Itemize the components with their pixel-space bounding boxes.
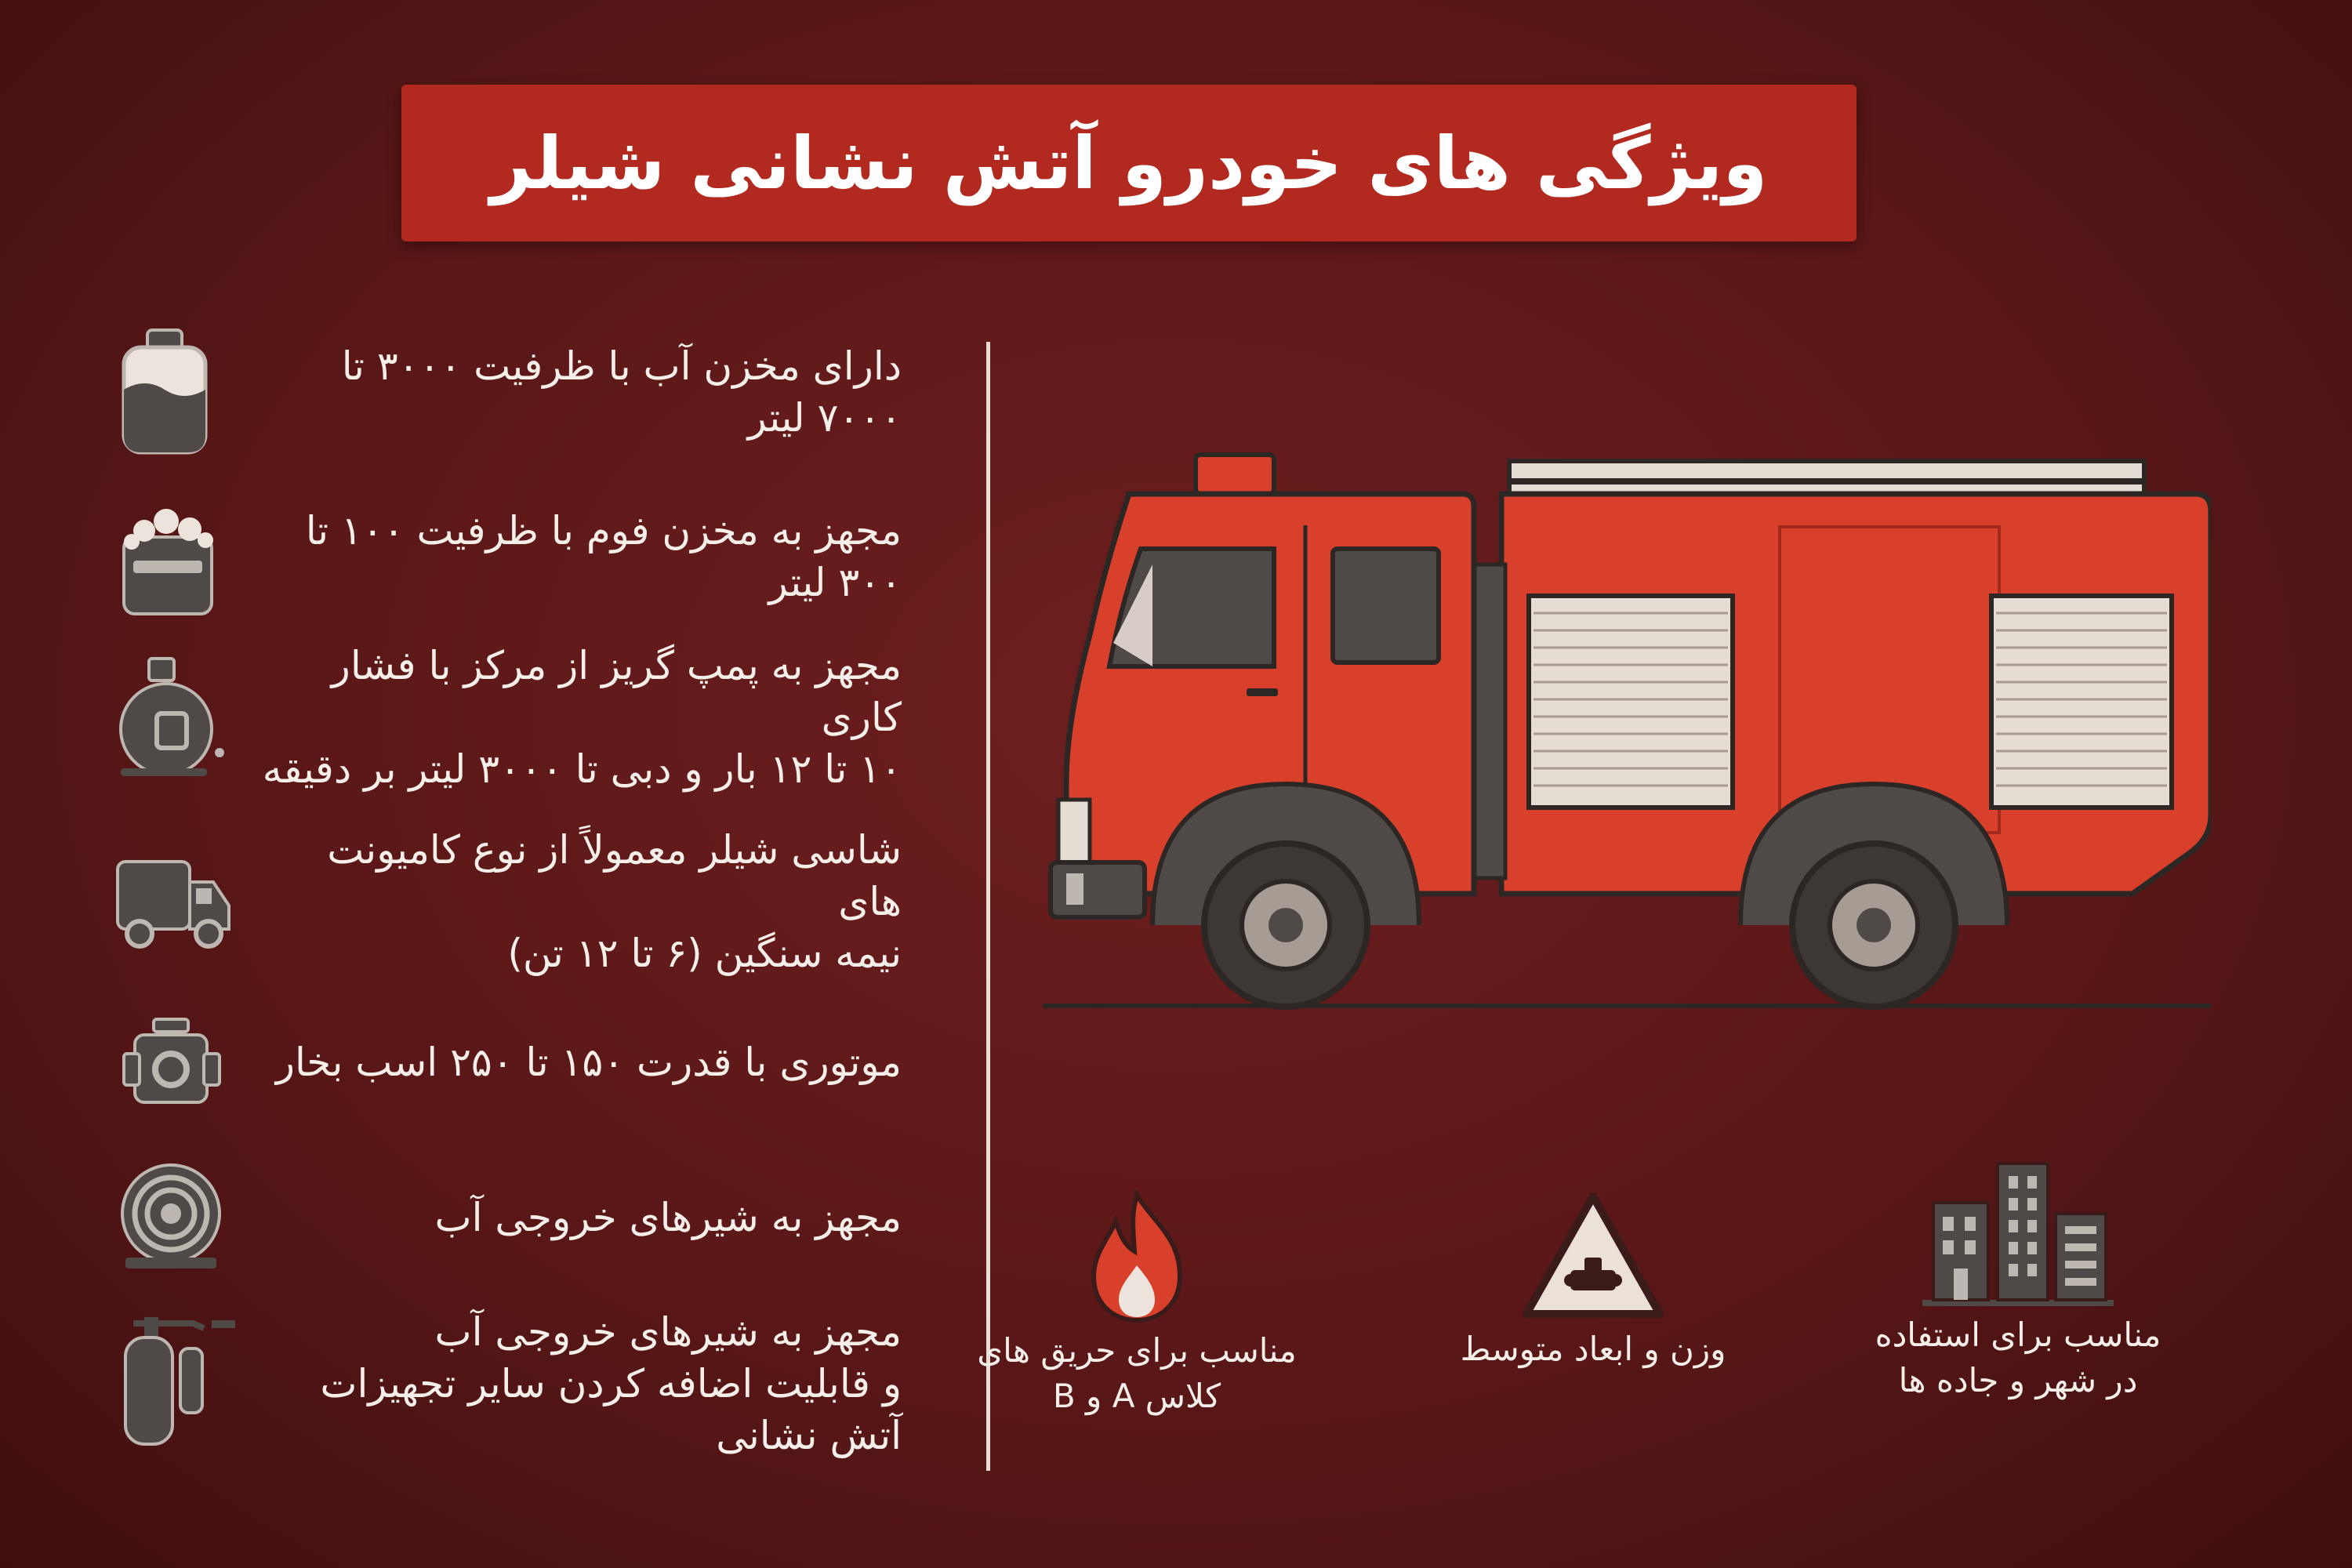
engine-icon — [102, 996, 235, 1129]
feature-pump — [102, 643, 902, 792]
feature-line: مجهز به مخزن فوم با ظرفیت ۱۰۰ تا ۳۰۰ لیتر — [305, 508, 902, 605]
feature-chassis — [102, 827, 902, 976]
feature-line: مجهز به شیرهای خروجی آب — [434, 1309, 902, 1355]
feature-water-tank — [102, 325, 902, 466]
foam-tank-icon — [102, 490, 235, 623]
feature-outlet-valves — [102, 1151, 902, 1292]
feature-line: مجهز به شیرهای خروجی آب — [434, 1195, 902, 1240]
feature-engine — [102, 996, 902, 1137]
warning-weight-icon — [1519, 1189, 1668, 1322]
badge-fire-class — [972, 1190, 1301, 1419]
badge-line: مناسب برای استفاده — [1875, 1316, 2161, 1354]
flame-icon — [1078, 1190, 1196, 1323]
title-banner — [401, 85, 1857, 241]
badge-line: کلاس A و B — [1052, 1377, 1221, 1415]
feature-line: ۱۰ تا ۱۲ بار و دبی تا ۳۰۰۰ لیتر بر دقیقه — [262, 746, 902, 792]
truck-icon — [102, 835, 235, 968]
pump-icon — [102, 651, 235, 784]
feature-line: و قابلیت اضافه کردن سایر تجهیزات آتش نشانی — [320, 1361, 902, 1458]
feature-line: نیمه سنگین (۶ تا ۱۲ تن) — [507, 931, 902, 976]
feature-equipment — [102, 1309, 902, 1458]
badge-line: مناسب برای حریق های — [977, 1331, 1297, 1370]
feature-foam-tank — [102, 490, 902, 631]
water-tank-icon — [102, 325, 235, 459]
badge-line: وزن و ابعاد متوسط — [1460, 1330, 1726, 1368]
badge-city-road — [1853, 1159, 2183, 1403]
shutter-right — [1991, 596, 2172, 808]
city-buildings-icon — [1916, 1159, 2120, 1308]
feature-line: دارای مخزن آب با ظرفیت ۳۰۰۰ تا ۷۰۰۰ لیتر — [341, 343, 902, 441]
badge-weight — [1428, 1189, 1758, 1372]
feature-line: مجهز به پمپ گریز از مرکز با فشار کاری — [331, 643, 902, 740]
hose-reel-icon — [102, 1151, 235, 1284]
feature-line: موتوری با قدرت ۱۵۰ تا ۲۵۰ اسب بخار — [275, 1040, 902, 1085]
fire-truck-illustration — [1035, 439, 2211, 1019]
extinguisher-icon — [102, 1317, 235, 1450]
feature-line: شاسی شیلر معمولاً از نوع کامیونت های — [327, 827, 902, 924]
shutter-left — [1529, 596, 1733, 808]
badge-line: در شهر و جاده ها — [1898, 1361, 2138, 1399]
page-title: ویژگی های خودرو آتش نشانی شیلر — [490, 121, 1768, 205]
